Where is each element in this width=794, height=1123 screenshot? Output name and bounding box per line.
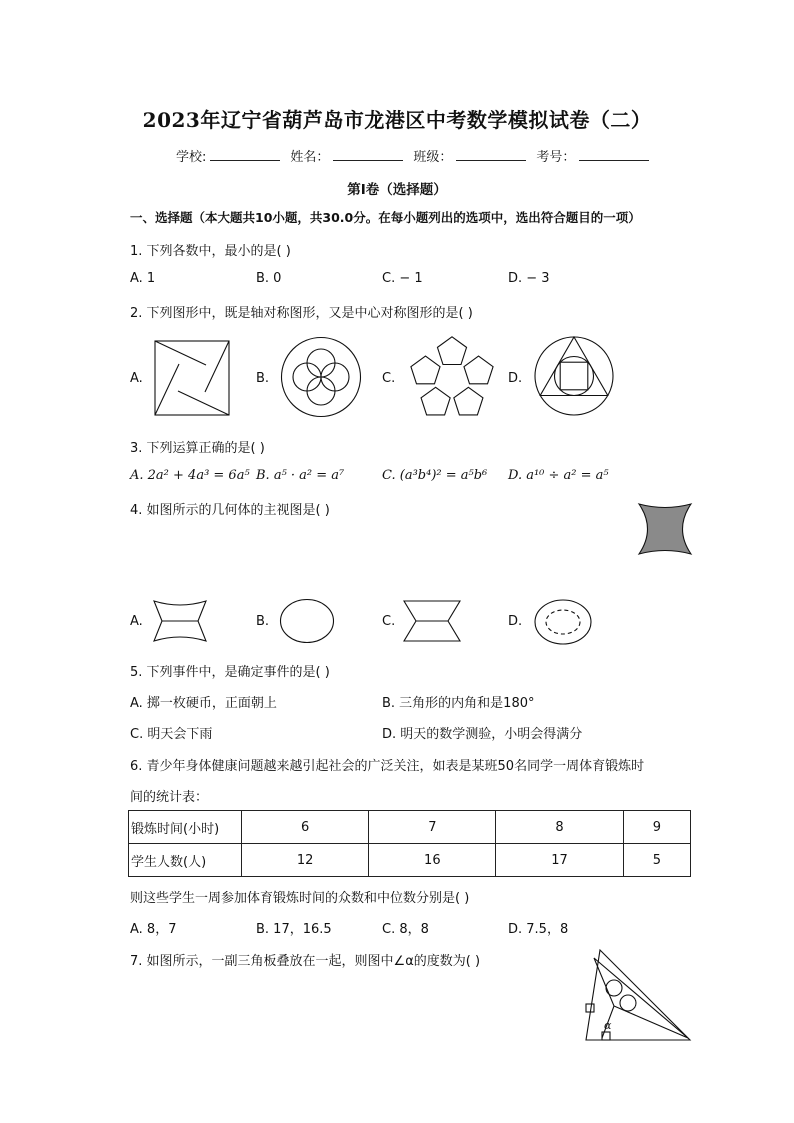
q7-triangle-set-figure [584,948,692,1042]
q1-option-d[interactable]: D. − 3 [508,271,550,286]
q5-option-c[interactable]: C. 明天会下雨 [130,727,213,742]
table-cell: 17 [496,844,623,877]
pentagon-shape [421,387,450,415]
q2-option-b[interactable]: B. [256,371,270,386]
q6-option-d[interactable]: D. 7.5，8 [508,922,569,937]
table-cell: 9 [623,811,690,844]
question-4-stem: 4. 如图所示的几何体的主视图是( ) [130,503,330,518]
q5-option-b[interactable]: B. 三角形的内角和是180° [382,696,535,711]
pentagon-shape [411,356,440,384]
q5-option-a[interactable]: A. 掷一枚硬币，正面朝上 [130,696,277,711]
q3-option-d[interactable]: D. a¹⁰ ÷ a² = a⁵ [508,468,609,483]
q4-option-c[interactable]: C. [382,614,396,629]
part-heading: 一、选择题（本大题共10小题，共30.0分。在每小题列出的选项中，选出符合题目的一项） [130,210,641,225]
table-cell: 7 [369,811,496,844]
question-2-stem: 2. 下列图形中，既是轴对称图形，又是中心对称图形的是( ) [130,306,473,321]
q4-figure-b-ellipse [279,598,335,644]
info-blank-school[interactable] [210,146,280,161]
q4-option-a[interactable]: A. [130,614,143,629]
q4-option-d[interactable]: D. [508,614,523,629]
info-blank-name[interactable] [333,146,403,161]
q2-figure-a-square-pinwheel [154,340,230,416]
info-blank-class[interactable] [456,146,526,161]
table-cell: 5 [623,844,690,877]
question-5-stem: 5. 下列事件中，是确定事件的是( ) [130,665,330,680]
q1-option-a[interactable]: A. 1 [130,271,156,286]
info-label-number: 考号： [536,150,576,165]
q4-figure-a-curved [152,599,208,643]
section-title: 第I卷（选择题） [347,182,447,198]
table-cell: 16 [369,844,496,877]
pentagon-shape [464,356,493,384]
table-cell: 12 [242,844,369,877]
q2-figure-b-circle-petals [280,336,362,418]
question-6-stem: 6. 青少年身体健康问题越来越引起社会的广泛关注，如表是某班50名同学一周体育锻炼时 [130,759,645,774]
info-label-class: 班级： [413,150,453,165]
q7-alpha-label: α [604,1019,612,1032]
table-cell: 6 [242,811,369,844]
exam-title: 2023年辽宁省葫芦岛市龙港区中考数学模拟试卷（二） [142,108,652,132]
q6-option-b[interactable]: B. 17，16.5 [256,922,332,937]
q2-figure-c-pentagons [403,334,501,422]
info-label-school: 学校: [176,150,207,165]
q2-option-c[interactable]: C. [382,371,396,386]
question-6-followup: 则这些学生一周参加体育锻炼时间的众数和中位数分别是( ) [130,891,470,906]
q2-option-a[interactable]: A. [130,371,143,386]
info-blank-number[interactable] [579,146,649,161]
q1-option-c[interactable]: C. − 1 [382,271,423,286]
table-header-students: 学生人数(人) [129,844,242,877]
table-row [129,844,691,877]
question-3-stem: 3. 下列运算正确的是( ) [130,441,265,456]
q6-option-c[interactable]: C. 8，8 [382,922,429,937]
q4-solid-figure [638,503,692,555]
info-label-name: 姓名： [290,150,330,165]
q6-option-a[interactable]: A. 8，7 [130,922,177,937]
q4-option-b[interactable]: B. [256,614,270,629]
q2-option-d[interactable]: D. [508,371,523,386]
q1-option-b[interactable]: B. 0 [256,271,282,286]
q3-option-b[interactable]: B. a⁵ · a² = a⁷ [256,468,345,483]
pentagon-shape [437,337,466,365]
q5-option-d[interactable]: D. 明天的数学测验，小明会得满分 [382,727,583,742]
question-7-stem: 7. 如图所示，一副三角板叠放在一起，则图中∠α的度数为( ) [130,954,481,969]
question-6-stem-continued: 间的统计表： [130,790,209,805]
table-row [129,811,691,844]
table-header-hours: 锻炼时间(小时) [129,811,242,844]
q3-option-c[interactable]: C. (a³b⁴)² = a⁵b⁶ [382,468,488,483]
q3-option-a[interactable]: A. 2a² + 4a³ = 6a⁵ [130,468,250,483]
q4-figure-d-ellipse-dashed [533,598,593,646]
exercise-time-table [128,810,691,877]
question-1-stem: 1. 下列各数中，最小的是( ) [130,244,291,259]
table-cell: 8 [496,811,623,844]
q2-figure-d-circle-triangle-square [534,336,614,416]
student-info-line [176,146,655,165]
pentagon-shape [454,387,483,415]
q4-figure-c-trapezoids [402,600,462,642]
